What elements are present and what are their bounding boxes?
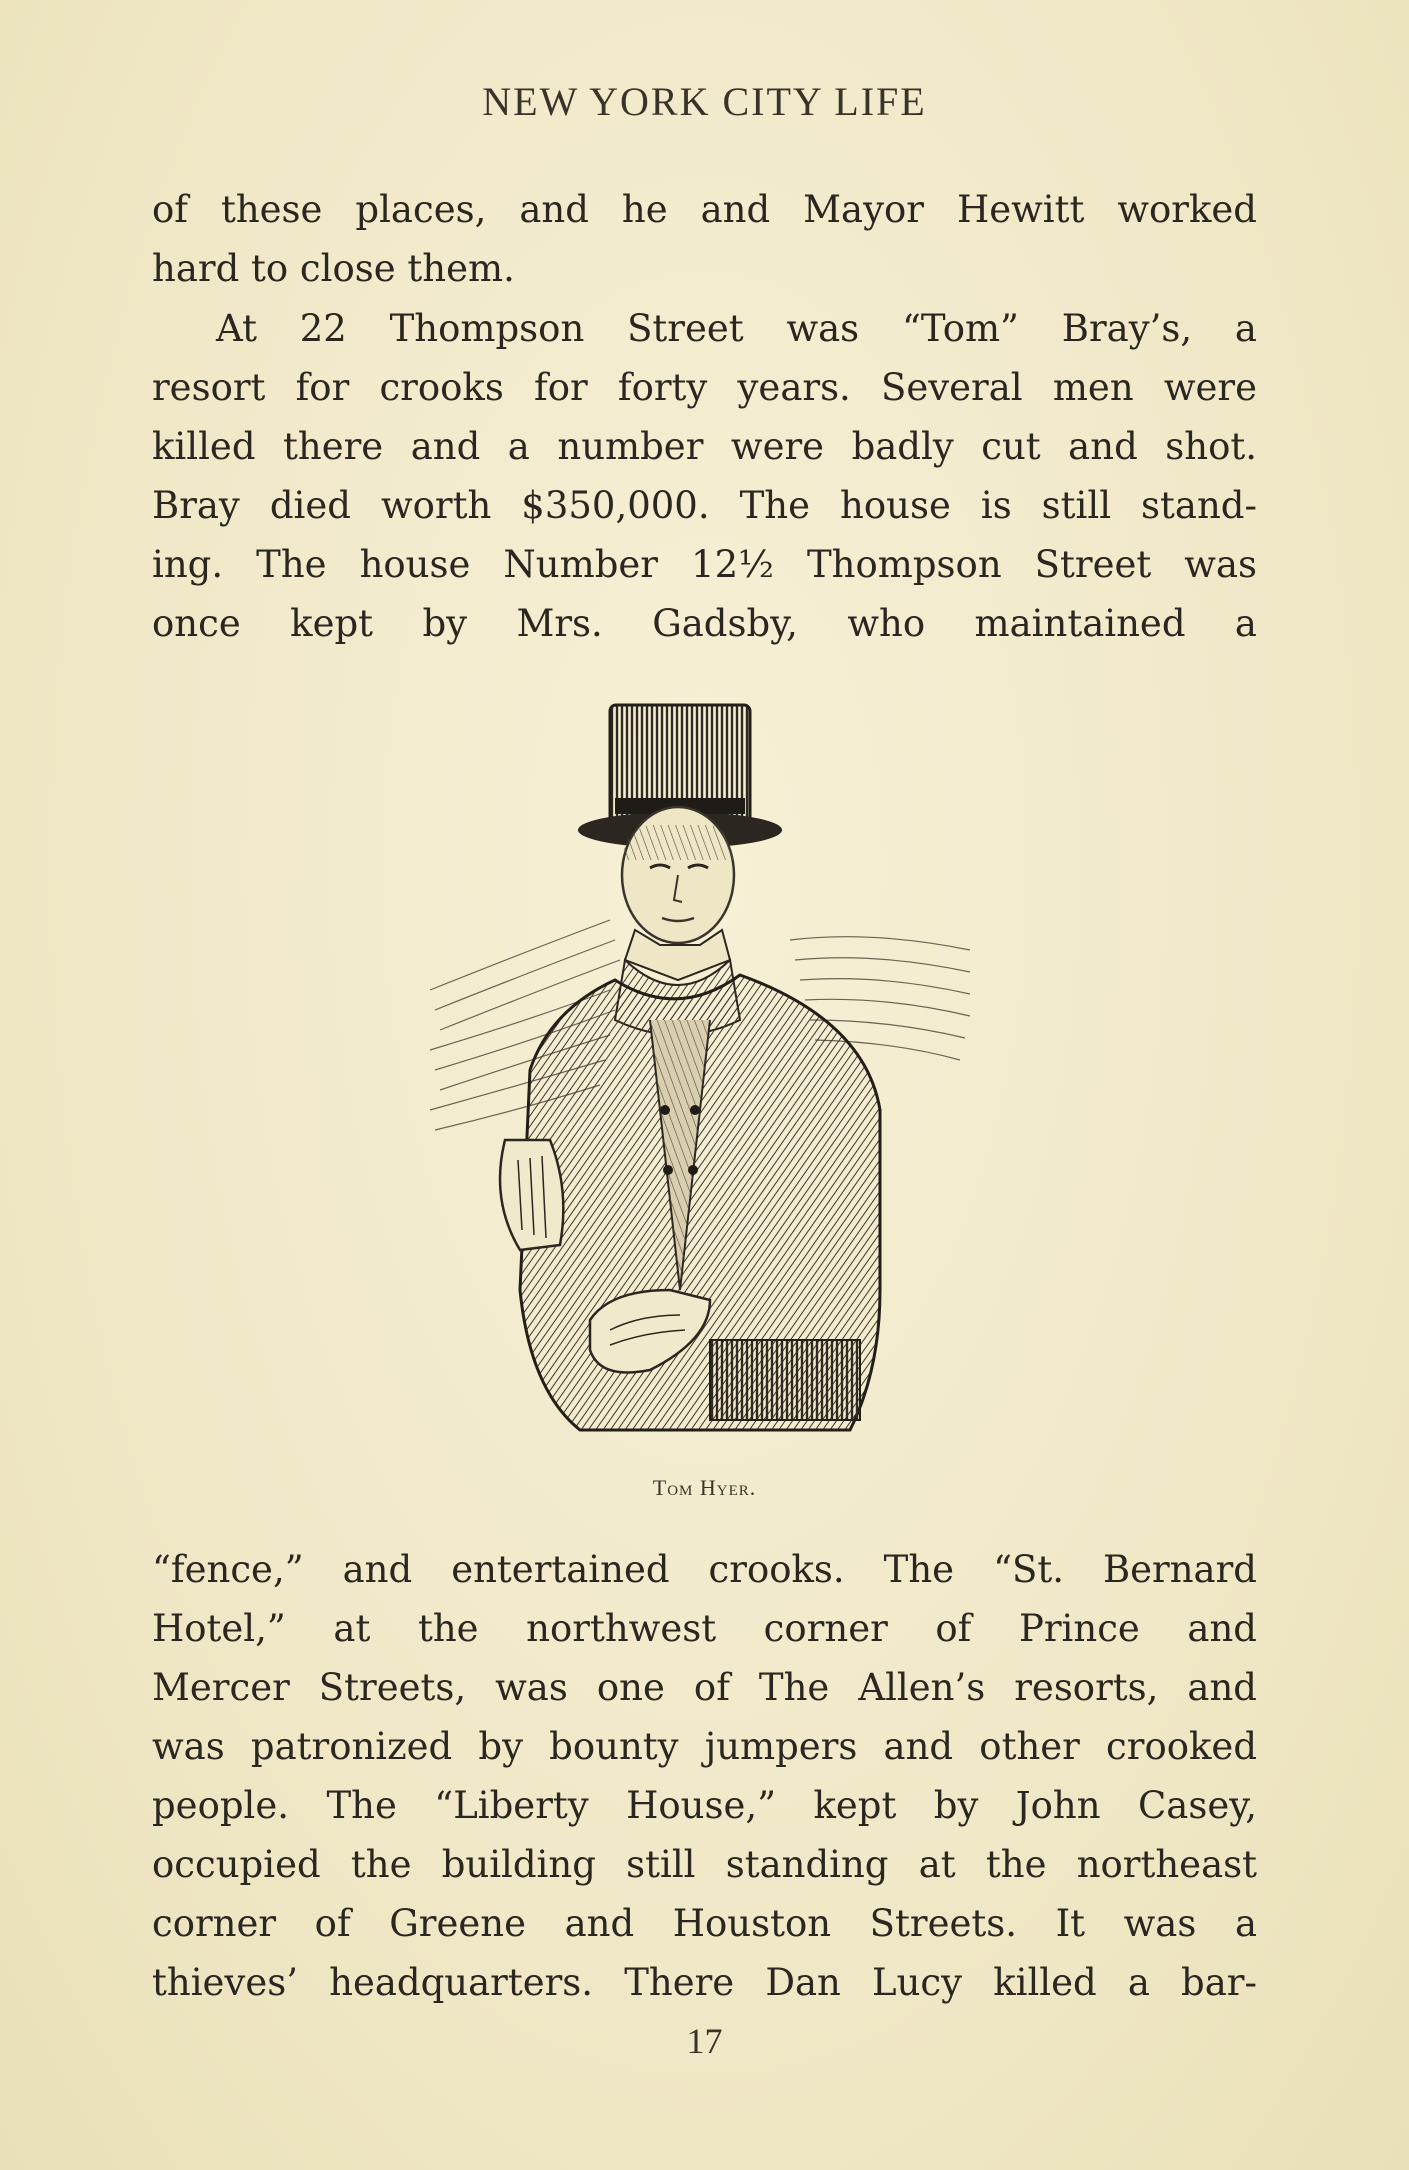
text-line: killed there and a number were badly cut and shot.	[152, 425, 1257, 468]
text-line: was patronized by bounty jumpers and other crooked	[152, 1725, 1257, 1768]
paragraph-2	[152, 299, 1257, 653]
text-line: corner of Greene and Houston Streets. It was a	[152, 1902, 1257, 1945]
text-line: Bray died worth $350,000. The house is still stand-	[152, 484, 1257, 527]
text-line: once kept by Mrs. Gadsby, who maintained a	[152, 602, 1257, 645]
text-line: resort for crooks for forty years. Several men were	[152, 366, 1257, 409]
figure-caption: Tom Hyer.	[652, 1475, 757, 1500]
text-line: hard to close them.	[152, 247, 515, 290]
text-line: Hotel,” at the northwest corner of Prince and	[152, 1607, 1257, 1650]
face	[622, 807, 735, 943]
paragraph-3	[152, 1540, 1257, 2012]
text-line: thieves’ headquarters. There Dan Lucy killed a bar-	[152, 1961, 1257, 2004]
text-line: Mercer Streets, was one of The Allen’s resorts, and	[152, 1666, 1257, 1709]
paragraph-1	[152, 180, 1257, 298]
text-line: people. The “Liberty House,” kept by John Casey,	[152, 1784, 1257, 1827]
text-line: ing. The house Number 12½ Thompson Street was	[152, 543, 1257, 586]
text-line: occupied the building still standing at the northeast	[152, 1843, 1257, 1886]
page-number: 17	[686, 2021, 723, 2061]
chair	[710, 1340, 860, 1420]
text-line: At 22 Thompson Street was “Tom” Bray’s, a	[216, 307, 1257, 350]
text-line: of these places, and he and Mayor Hewitt worked	[152, 188, 1257, 231]
portrait-engraving	[410, 690, 990, 1460]
running-head: NEW YORK CITY LIFE	[482, 79, 927, 124]
text-line: “fence,” and entertained crooks. The “St. Bernard	[152, 1548, 1257, 1591]
